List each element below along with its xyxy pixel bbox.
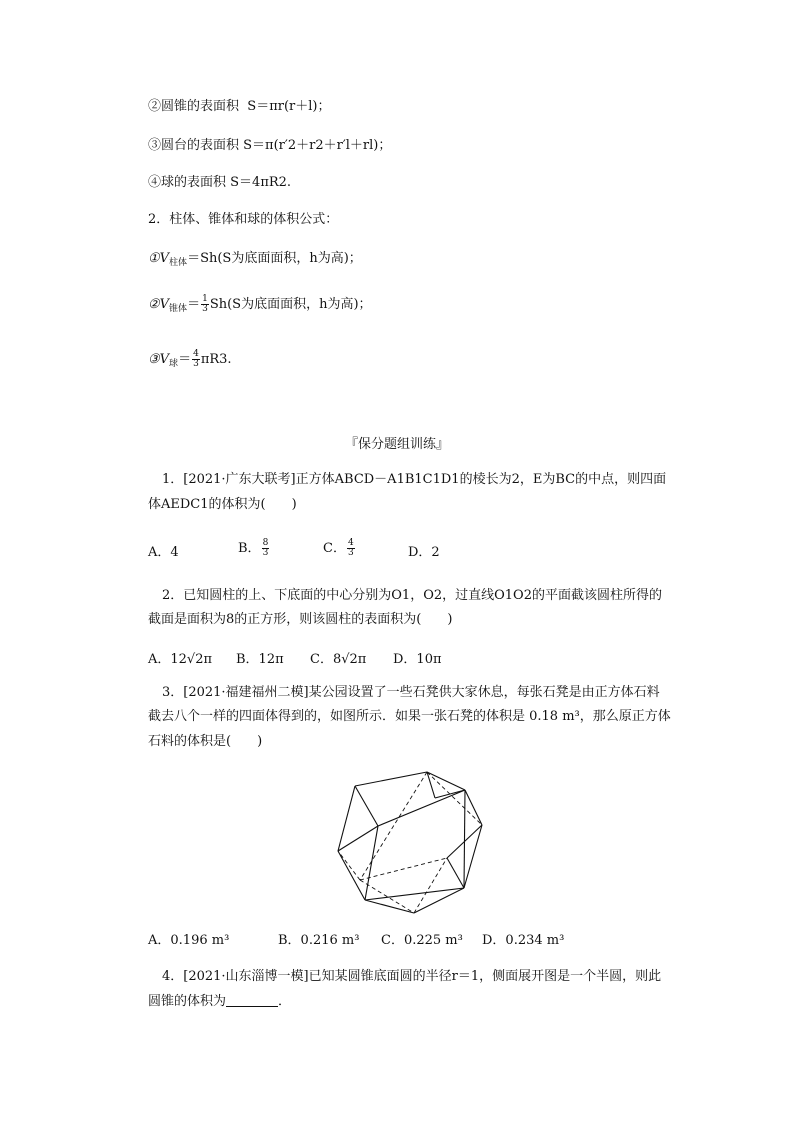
q2-option-b[interactable]: B．12π: [236, 652, 284, 667]
formula-expr: S＝π(r′2＋r2＋r′l＋rl)；: [243, 138, 392, 153]
q1-option-a[interactable]: A．4: [148, 545, 179, 560]
q1-option-b[interactable]: B． $\frac{8}{3}$: [238, 538, 269, 558]
formula-label: ③圆台的表面积: [148, 138, 240, 153]
frustum-surface-formula: [148, 137, 391, 155]
q1-option-d[interactable]: D．2: [408, 545, 440, 560]
q3-line2: 截去八个一样的四面体得到的，如图所示．如果一张石凳的体积是 0.18 m³，那么原正方体: [148, 709, 671, 724]
edge: [338, 851, 365, 900]
q2-line1: 2．已知圆柱的上、下底面的中心分别为O1，O2，过直线O1O2的平面截该圆柱所得的: [162, 588, 662, 603]
fraction-8-3: $\frac{8}{3}$: [262, 538, 269, 558]
formula-expr: πR3.: [200, 352, 232, 367]
q3-option-a[interactable]: A．0.196 m³: [148, 933, 230, 948]
sphere-volume-formula: $③V_球=$ $\frac{4}{3}$ πR3.: [148, 349, 232, 369]
formula-expr: ＝Sh(S为底面面积，h为高)；: [187, 251, 362, 266]
q1-option-c[interactable]: C． $\frac{4}{3}$: [323, 538, 354, 558]
hidden-edge: [360, 880, 414, 913]
edge: [378, 790, 465, 826]
edge: [338, 786, 355, 851]
formula-expr: S＝πr(r＋l)；: [247, 99, 331, 114]
formula-expr: Sh(S为底面面积，h为高)；: [209, 297, 372, 312]
section-title: 『保分题组训练』: [344, 437, 449, 452]
q2-option-d[interactable]: D．10π: [393, 652, 442, 667]
hidden-edge: [338, 851, 360, 880]
edge: [355, 772, 427, 786]
formula-label: ②V: [148, 297, 170, 312]
q3-line3: 石料的体积是( ): [148, 734, 263, 749]
q2-option-a[interactable]: A．12√2π: [148, 652, 213, 667]
edge: [355, 786, 378, 826]
q4-line1: 4．[2021·山东淄博一模]已知某圆锥底面圆的半径r＝1，侧面展开图是一个半圆，则此: [162, 969, 662, 984]
edge: [365, 900, 414, 913]
formula-expr: S＝4πR2.: [230, 175, 292, 190]
edge: [427, 772, 435, 798]
answer-blank[interactable]: [226, 1006, 278, 1007]
q2-line2: 截面是面积为8的正方形，则该圆柱的表面积为( ): [148, 612, 453, 627]
formula-label: ④球的表面积: [148, 175, 227, 190]
fraction-one-third: $\frac{1}{3}$: [202, 294, 208, 314]
edge: [447, 858, 464, 888]
fraction-four-thirds: $\frac{4}{3}$: [193, 349, 199, 369]
hidden-edge: [360, 858, 447, 880]
prism-volume-formula: [148, 250, 362, 272]
q3-line1: 3．[2021·福建福州二模]某公园设置了一些石凳供大家休息，每张石凳是由正方体石料: [162, 685, 660, 700]
q3-option-b[interactable]: B．0.216 m³: [278, 933, 360, 948]
edge: [365, 826, 378, 900]
formula-label: ②圆锥的表面积: [148, 99, 240, 114]
edge: [427, 772, 465, 790]
edge: [465, 790, 482, 825]
pyramid-volume-formula: $②V_{锥体}=$ $\frac{1}{3}$ Sh(S为底面面积，h为高)；: [148, 294, 372, 314]
q3-option-c[interactable]: C．0.225 m³: [381, 933, 463, 948]
q3-option-d[interactable]: D．0.234 m³: [482, 933, 565, 948]
q1-line1: 1．[2021·广东大联考]正方体ABCD－A1B1C1D1的棱长为2，E为BC的中点，则四面: [162, 472, 667, 487]
stone-bench-figure: [330, 768, 490, 918]
sphere-surface-formula: [148, 174, 291, 192]
formula-label: ①V: [148, 251, 170, 266]
formula-subscript: 球: [169, 359, 179, 369]
q4-line2: 圆锥的体积为 ．: [148, 994, 292, 1009]
formula-label: ③V: [148, 352, 170, 367]
hidden-edge: [360, 772, 427, 880]
volume-heading: 2．柱体、锥体和球的体积公式：: [148, 212, 339, 227]
cone-surface-formula: [148, 98, 330, 116]
q1-line2: 体AEDC1的体积为( ): [148, 497, 297, 512]
formula-subscript: 柱体: [169, 258, 188, 268]
edge: [365, 888, 464, 900]
edge: [464, 790, 465, 888]
fraction-4-3: $\frac{4}{3}$: [347, 538, 354, 558]
formula-subscript: 锥体: [169, 304, 188, 314]
q2-option-c[interactable]: C．8√2π: [310, 652, 367, 667]
edge: [464, 825, 482, 888]
